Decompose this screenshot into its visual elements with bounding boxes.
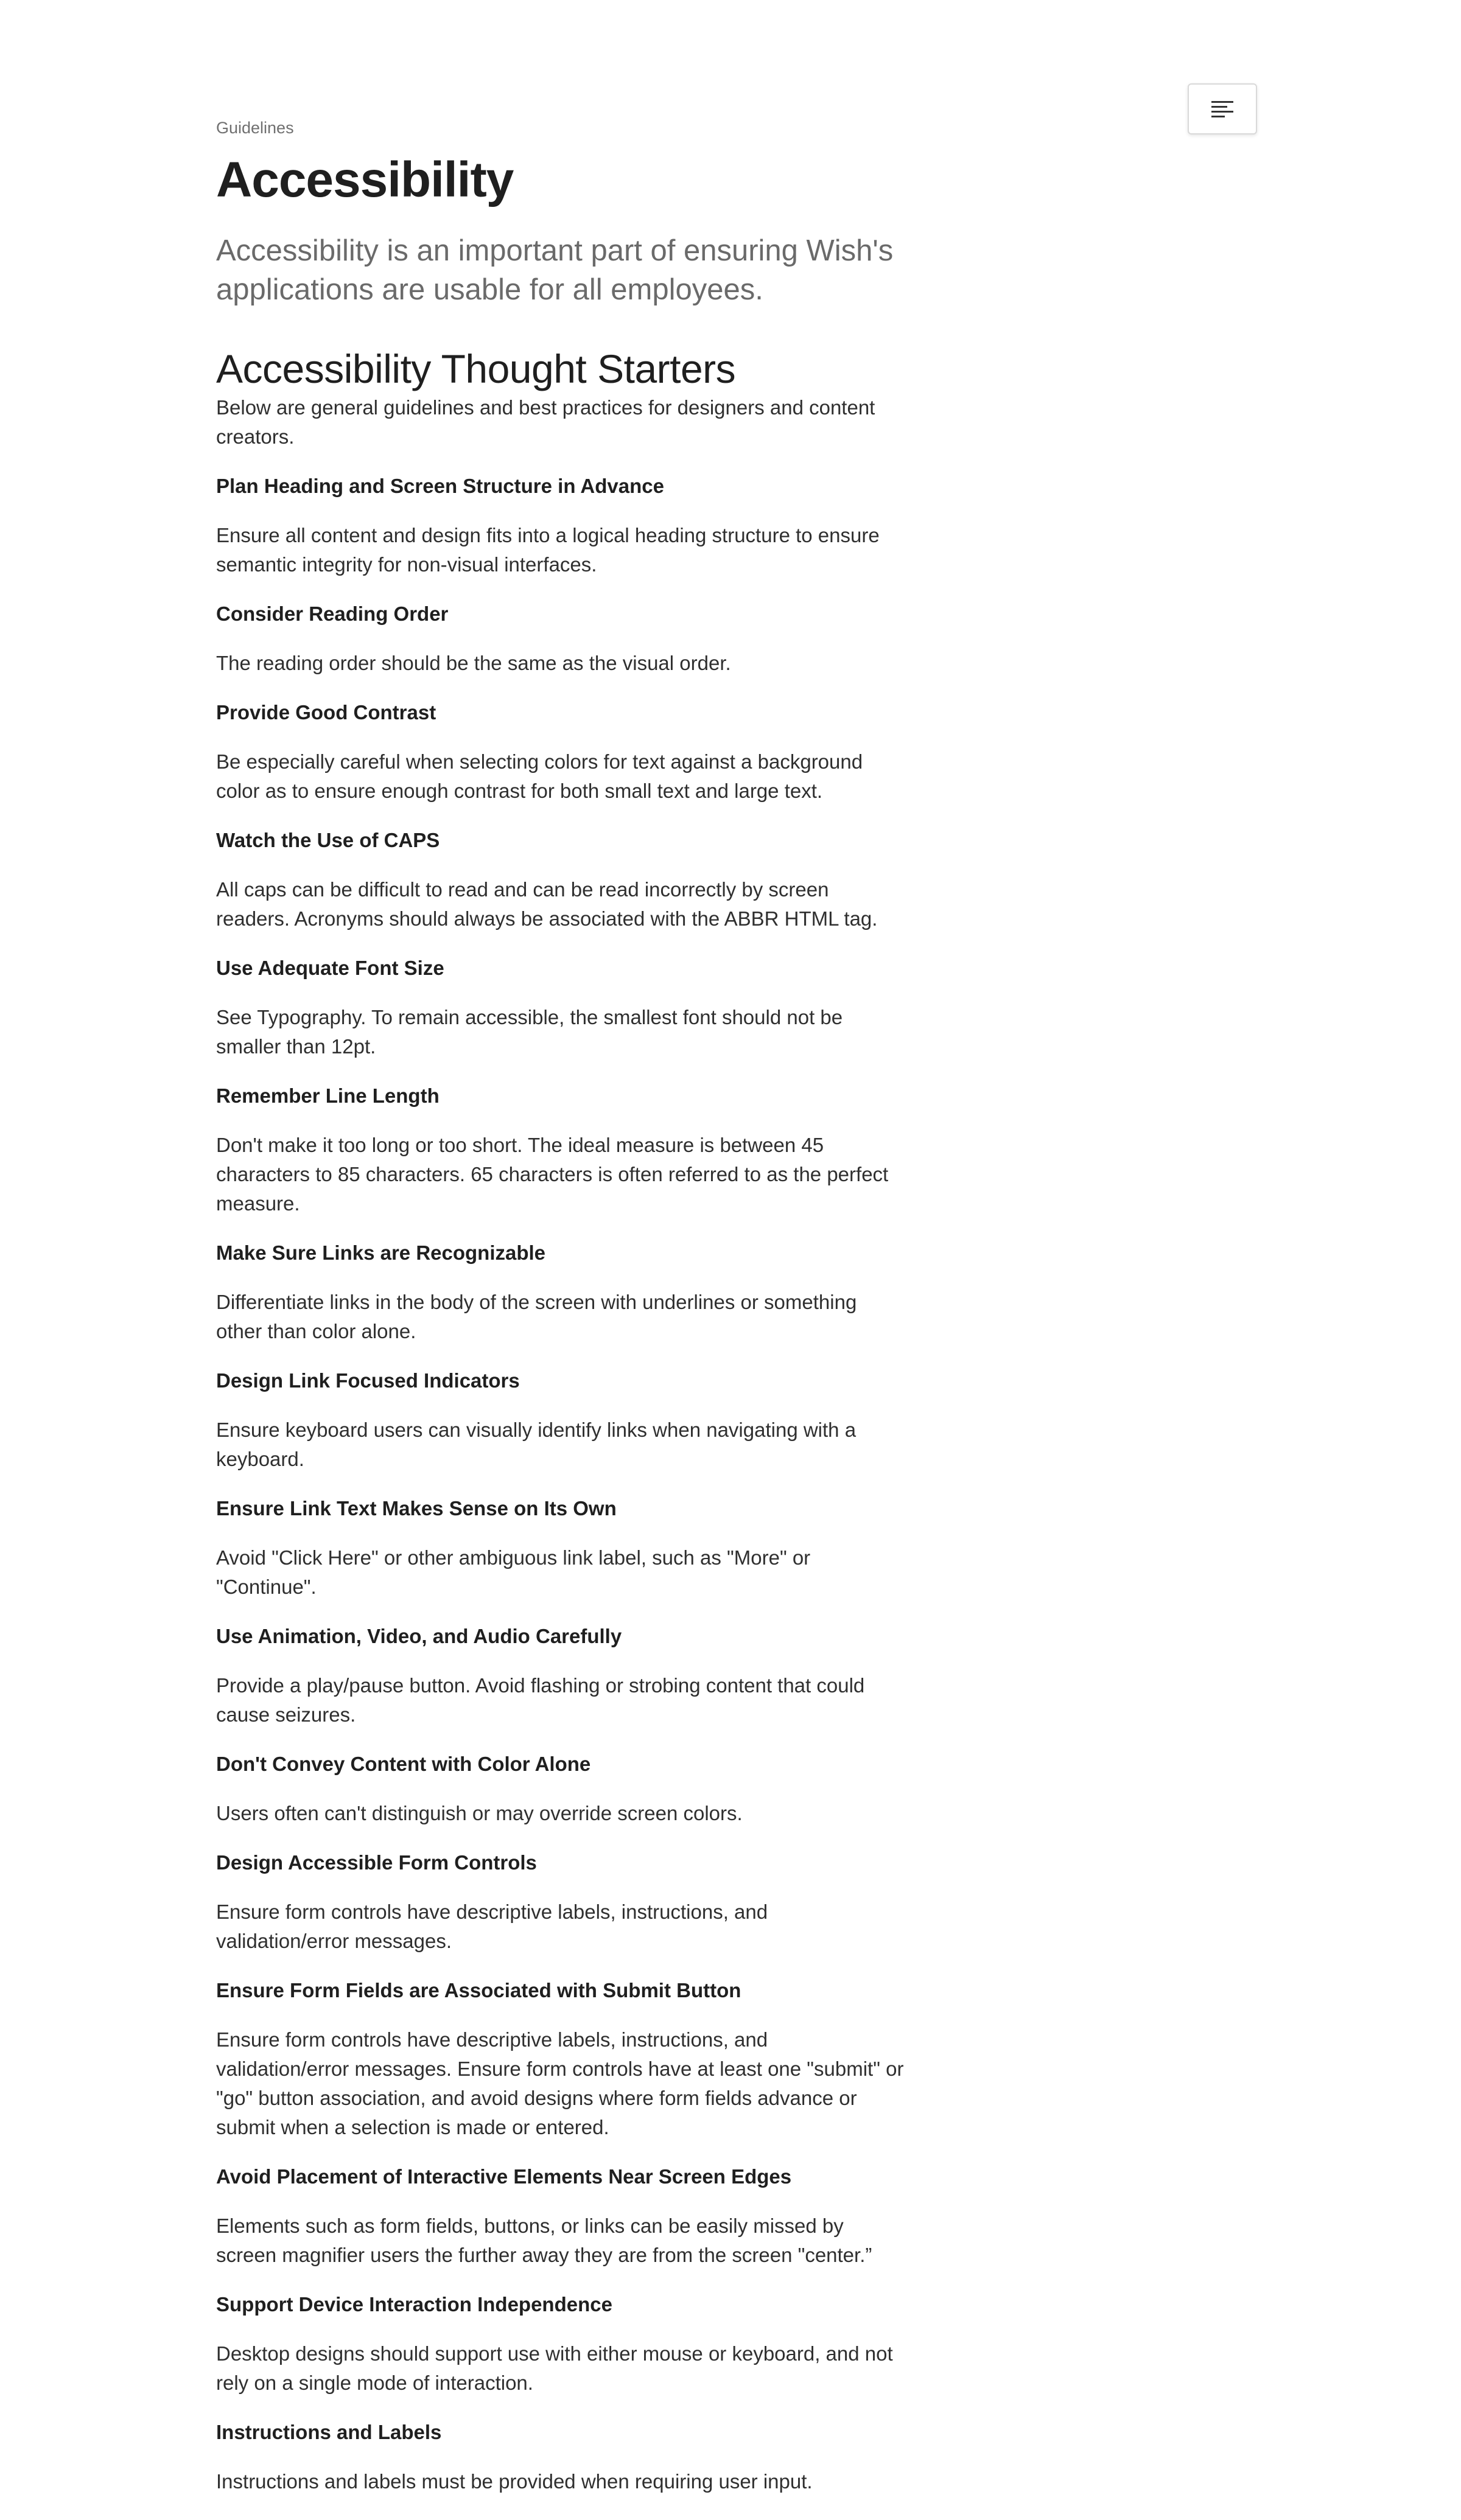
guideline-heading: Make Sure Links are Recognizable — [216, 1241, 546, 1264]
guideline-text: Ensure form controls have descriptive labels, instructions, and validation/error messages. Ensure form controls have at least one "submit" or "go" button association, and avoid designs where form fields advance or submit when a selection is made or entered. — [216, 2028, 904, 2138]
guideline-text: Differentiate links in the body of the screen with underlines or something other than color alone. — [216, 1291, 857, 1342]
guideline-text: Elements such as form fields, buttons, or links can be easily missed by screen magnifier users the further away they are from the screen "center.” — [216, 2215, 872, 2266]
breadcrumb: Guidelines — [216, 119, 294, 137]
guideline-text: Ensure form controls have descriptive labels, instructions, and validation/error messages. — [216, 1900, 768, 1952]
page-title: Accessibility — [216, 152, 514, 208]
guideline-heading: Instructions and Labels — [216, 2421, 442, 2443]
table-of-contents-button[interactable] — [1188, 83, 1257, 134]
guideline-heading: Avoid Placement of Interactive Elements Near Screen Edges — [216, 2165, 792, 2188]
guideline-text: Users often can't distinguish or may override screen colors. — [216, 1802, 743, 1824]
guideline-text: See Typography. To remain accessible, the smallest font should not be smaller than 12pt. — [216, 1006, 843, 1058]
guideline-heading: Use Animation, Video, and Audio Carefully — [216, 1625, 622, 1647]
guideline-heading: Support Device Interaction Independence — [216, 2293, 612, 2316]
guideline-heading: Consider Reading Order — [216, 602, 449, 625]
guideline-text: Don't make it too long or too short. The ideal measure is between 45 characters to 85 characters. 65 characters is often referred to as the perfect measure. — [216, 1134, 889, 1215]
guideline-text: Instructions and labels must be provided when requiring user input. — [216, 2470, 813, 2493]
section-heading: Accessibility Thought Starters — [216, 346, 736, 391]
guideline-heading: Don't Convey Content with Color Alone — [216, 1753, 591, 1775]
main-content — [216, 116, 904, 2496]
guideline-heading: Design Link Focused Indicators — [216, 1369, 520, 1392]
guideline-heading: Remember Line Length — [216, 1084, 440, 1107]
section-intro: Below are general guidelines and best practices for designers and content creators. — [216, 396, 875, 448]
guideline-heading: Design Accessible Form Controls — [216, 1851, 537, 1874]
menu-lines-icon — [1211, 100, 1233, 118]
guideline-text: The reading order should be the same as the visual order. — [216, 652, 731, 674]
guideline-text: Ensure keyboard users can visually identify links when navigating with a keyboard. — [216, 1419, 857, 1470]
guideline-heading: Use Adequate Font Size — [216, 957, 444, 979]
guideline-text: Avoid "Click Here" or other ambiguous link label, such as "More" or "Continue". — [216, 1546, 811, 1598]
guideline-text: Desktop designs should support use with either mouse or keyboard, and not rely on a single mode of interaction. — [216, 2342, 893, 2394]
guideline-heading: Provide Good Contrast — [216, 701, 436, 724]
guideline-text: Ensure all content and design fits into a logical heading structure to ensure semantic integrity for non-visual interfaces. — [216, 524, 880, 576]
page-lede: Accessibility is an important part of ensuring Wish's applications are usable for all employees. — [216, 234, 894, 306]
guideline-heading: Watch the Use of CAPS — [216, 829, 440, 851]
guideline-heading: Plan Heading and Screen Structure in Advance — [216, 475, 664, 497]
guideline-text: All caps can be difficult to read and can be read incorrectly by screen readers. Acronyms should always be associated with the ABBR HTML tag. — [216, 878, 878, 930]
guideline-text: Be especially careful when selecting colors for text against a background color as to ensure enough contrast for both small text and large text. — [216, 750, 863, 802]
guideline-heading: Ensure Link Text Makes Sense on Its Own — [216, 1497, 617, 1520]
guideline-list — [216, 472, 904, 2496]
guideline-heading: Ensure Form Fields are Associated with Submit Button — [216, 1979, 741, 2002]
guideline-text: Provide a play/pause button. Avoid flashing or strobing content that could cause seizures. — [216, 1674, 865, 1726]
